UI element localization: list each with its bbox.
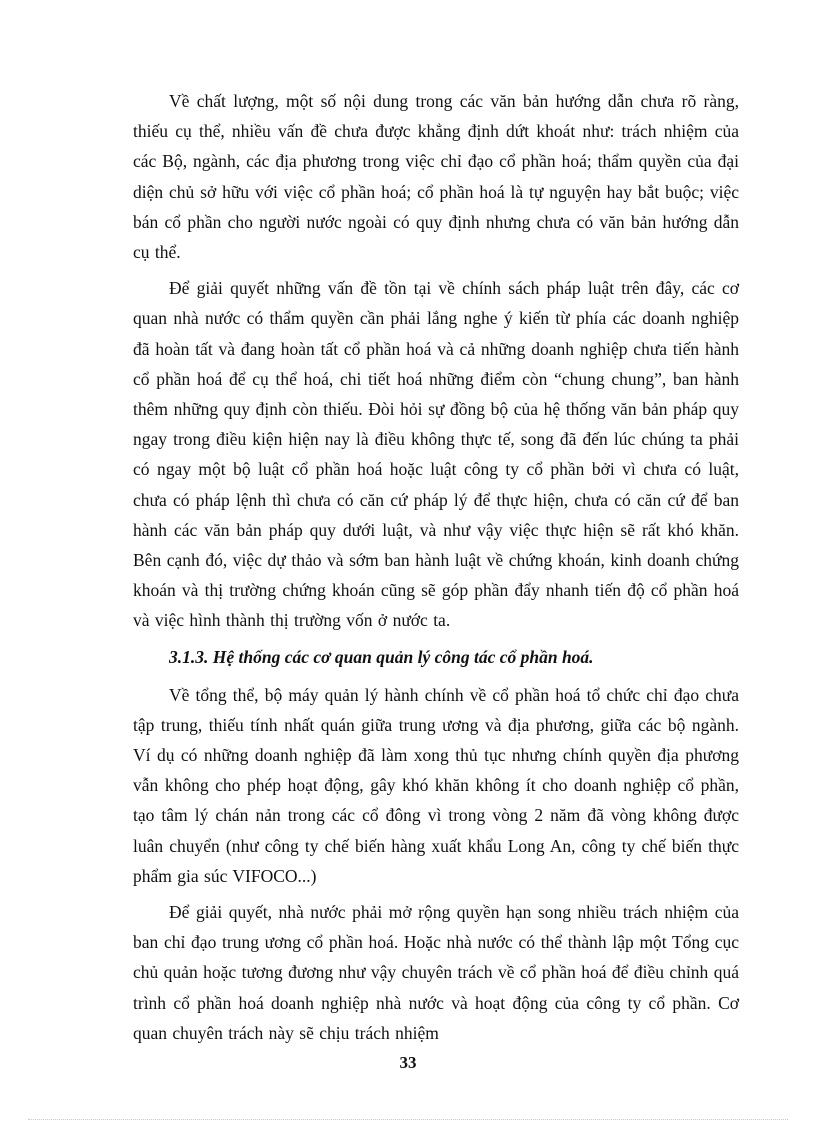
paragraph-4: Để giải quyết, nhà nước phải mở rộng quyền hạn song nhiều trách nhiệm của ban chỉ đạo trung ương cổ phần hoá. Hoặc nhà nước có thể thành lập một Tổng cục chủ quản hoặc tương đương như vậy chuyên trách về cổ phần hoá để điều chỉnh quá trình cổ phần hoá doanh nghiệp nhà nước và hoạt động của công ty cổ phần. Cơ quan chuyên trách này sẽ chịu trách nhiệm: [133, 902, 739, 1043]
page-bottom-divider: [28, 1119, 788, 1120]
page-body: [133, 86, 739, 1054]
paragraph-3: Về tổng thể, bộ máy quản lý hành chính về cổ phần hoá tổ chức chỉ đạo chưa tập trung, thiếu tính nhất quán giữa trung ương và địa phương, giữa các bộ ngành. Ví dụ có những doanh nghiệp đã làm xong thủ tục nhưng chính quyền địa phương vẫn không cho phép hoạt động, gây khó khăn không ít cho doanh nghiệp cổ phần, tạo tâm lý chán nản trong các cổ đông vì trong vòng 2 năm đã vòng không được luân chuyển (như công ty chế biến hàng xuất khẩu Long An, công ty chế biến thực phẩm gia súc VIFOCO...): [133, 684, 739, 886]
paragraph-2: Để giải quyết những vấn đề tồn tại về chính sách pháp luật trên đây, các cơ quan nhà nước có thẩm quyền cần phải lắng nghe ý kiến từ phía các doanh nghiệp đã hoàn tất và đang hoàn tất cổ phần hoá và cả những doanh nghiệp chưa tiến hành cổ phần hoá để cụ thể hoá, chi tiết hoá những điểm còn “chung chung”, ban hành thêm những quy định còn thiếu. Đòi hỏi sự đồng bộ của hệ thống văn bản pháp quy ngay trong điều kiện hiện nay là điều không thực tế, song đã đến lúc chúng ta phải có ngay một bộ luật cổ phần hoá hoặc luật công ty cổ phần bởi vì chưa có luật, chưa có pháp lệnh thì chưa có căn cứ pháp lý để thực hiện, chưa có căn cứ để ban hành các văn bản pháp quy dưới luật, và như vậy việc thực hiện sẽ rất khó khăn. Bên cạnh đó, việc dự thảo và sớm ban hành luật về chứng khoán, kinh doanh chứng khoán và thị trường chứng khoán cũng sẽ góp phần đẩy nhanh tiến độ cổ phần hoá và việc hình thành thị trường vốn ở nước ta.: [133, 278, 739, 631]
section-heading: 3.1.3. Hệ thống các cơ quan quản lý công tác cổ phần hoá.: [169, 646, 594, 667]
page-number: 33: [399, 1053, 417, 1072]
paragraph-1: Về chất lượng, một số nội dung trong các văn bản hướng dẫn chưa rõ ràng, thiếu cụ thể, nhiều vấn đề chưa được khẳng định dứt khoát như: trách nhiệm của các Bộ, ngành, các địa phương trong việc chỉ đạo cổ phần hoá; thẩm quyền của đại diện chủ sở hữu với việc cổ phần hoá; cổ phần hoá là tự nguyện hay bắt buộc; việc bán cổ phần cho người nước ngoài có quy định nhưng chưa có văn bản hướng dẫn cụ thể.: [133, 91, 739, 263]
